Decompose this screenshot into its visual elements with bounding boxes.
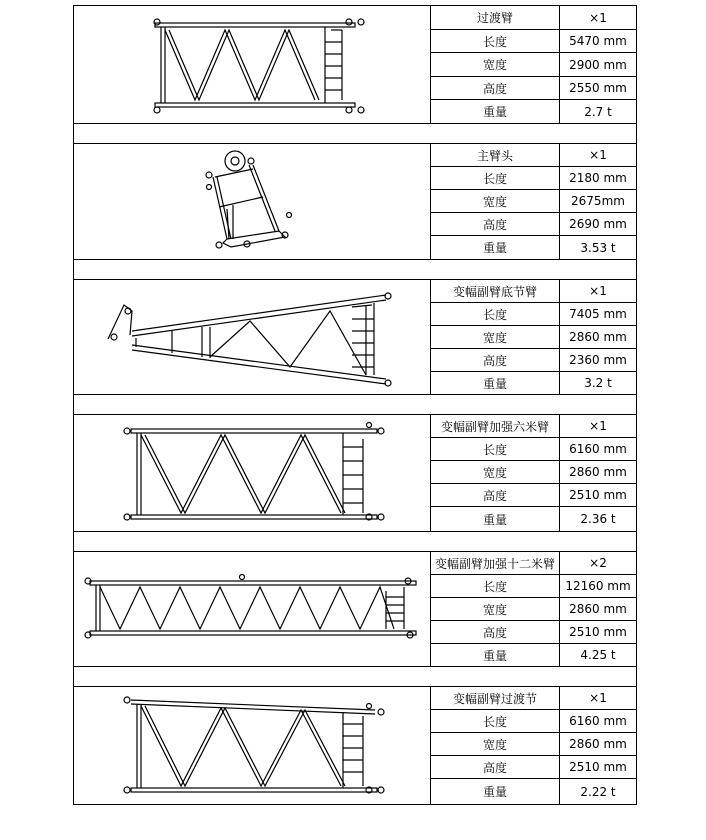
spec-value: 3.2 t: [560, 372, 637, 395]
spec-label: 高度: [431, 621, 560, 644]
luffing-jib-12m-drawing: [82, 569, 422, 649]
spec-value: 2360 mm: [560, 349, 637, 372]
component-qty: ×1: [560, 144, 637, 167]
spec-value: 6160 mm: [560, 710, 637, 733]
component-name: 变幅副臂过渡节: [431, 687, 560, 710]
spec-value: 2550 mm: [560, 77, 637, 100]
spec-label: 高度: [431, 756, 560, 779]
spec-label: 重量: [431, 507, 560, 532]
component-spec-sheet: [73, 5, 633, 805]
component-name: 变幅副臂加强六米臂: [431, 415, 560, 438]
spec-label: 宽度: [431, 326, 560, 349]
spec-label: 长度: [431, 30, 560, 53]
spec-value: 3.53 t: [560, 236, 637, 260]
section-header-row: [74, 144, 637, 167]
spec-label: 长度: [431, 303, 560, 326]
spec-value: 12160 mm: [560, 575, 637, 598]
spec-value: 2860 mm: [560, 733, 637, 756]
spec-value: 6160 mm: [560, 438, 637, 461]
spec-value: 2.7 t: [560, 100, 637, 124]
component-qty: ×1: [560, 415, 637, 438]
component-name: 变幅副臂底节臂: [431, 280, 560, 303]
spec-label: 重量: [431, 372, 560, 395]
luffing-jib-6m-drawing: [117, 417, 387, 529]
spec-value: 4.25 t: [560, 644, 637, 667]
spec-label: 宽度: [431, 461, 560, 484]
section-header-row: [74, 687, 637, 710]
spec-label: 高度: [431, 213, 560, 236]
component-qty: ×2: [560, 552, 637, 575]
spec-label: 宽度: [431, 733, 560, 756]
spec-value: 2860 mm: [560, 598, 637, 621]
section-spacer: [74, 667, 637, 687]
spec-label: 宽度: [431, 598, 560, 621]
section-header-row: [74, 415, 637, 438]
spec-value: 2510 mm: [560, 621, 637, 644]
spec-label: 长度: [431, 167, 560, 190]
drawing-cell: [74, 144, 431, 260]
spec-value: 2510 mm: [560, 484, 637, 507]
spec-value: 2.36 t: [560, 507, 637, 532]
spec-label: 重量: [431, 779, 560, 805]
spec-label: 长度: [431, 438, 560, 461]
section-header-row: [74, 6, 637, 30]
spec-label: 重量: [431, 644, 560, 667]
spec-value: 7405 mm: [560, 303, 637, 326]
spec-value: 2900 mm: [560, 53, 637, 77]
spec-value: 2860 mm: [560, 461, 637, 484]
spec-label: 高度: [431, 349, 560, 372]
spec-value: 2860 mm: [560, 326, 637, 349]
section-spacer: [74, 260, 637, 280]
component-qty: ×1: [560, 687, 637, 710]
drawing-cell: [74, 687, 431, 805]
section-spacer: [74, 395, 637, 415]
component-name: 变幅副臂加强十二米臂: [431, 552, 560, 575]
spec-value: 2690 mm: [560, 213, 637, 236]
component-qty: ×1: [560, 280, 637, 303]
spec-value: 2510 mm: [560, 756, 637, 779]
spec-label: 高度: [431, 484, 560, 507]
section-spacer: [74, 532, 637, 552]
spec-value: 2675mm: [560, 190, 637, 213]
component-qty: ×1: [560, 6, 637, 30]
spec-value: 2180 mm: [560, 167, 637, 190]
transition-boom-drawing: [137, 10, 367, 120]
section-spacer: [74, 124, 637, 144]
spec-label: 宽度: [431, 190, 560, 213]
spec-value: 2.22 t: [560, 779, 637, 805]
spec-value: 5470 mm: [560, 30, 637, 53]
spec-label: 宽度: [431, 53, 560, 77]
component-name: 过渡臂: [431, 6, 560, 30]
section-header-row: [74, 552, 637, 575]
spec-label: 重量: [431, 236, 560, 260]
component-name: 主臂头: [431, 144, 560, 167]
spec-label: 重量: [431, 100, 560, 124]
drawing-cell: [74, 6, 431, 124]
spec-label: 高度: [431, 77, 560, 100]
luffing-jib-base-drawing: [102, 283, 402, 391]
drawing-cell: [74, 280, 431, 395]
drawing-cell: [74, 415, 431, 532]
luffing-jib-transition-drawing: [117, 690, 387, 802]
drawing-cell: [74, 552, 431, 667]
main-boom-head-drawing: [197, 147, 307, 257]
spec-label: 长度: [431, 710, 560, 733]
component-spec-table: [73, 5, 637, 805]
spec-label: 长度: [431, 575, 560, 598]
section-header-row: [74, 280, 637, 303]
